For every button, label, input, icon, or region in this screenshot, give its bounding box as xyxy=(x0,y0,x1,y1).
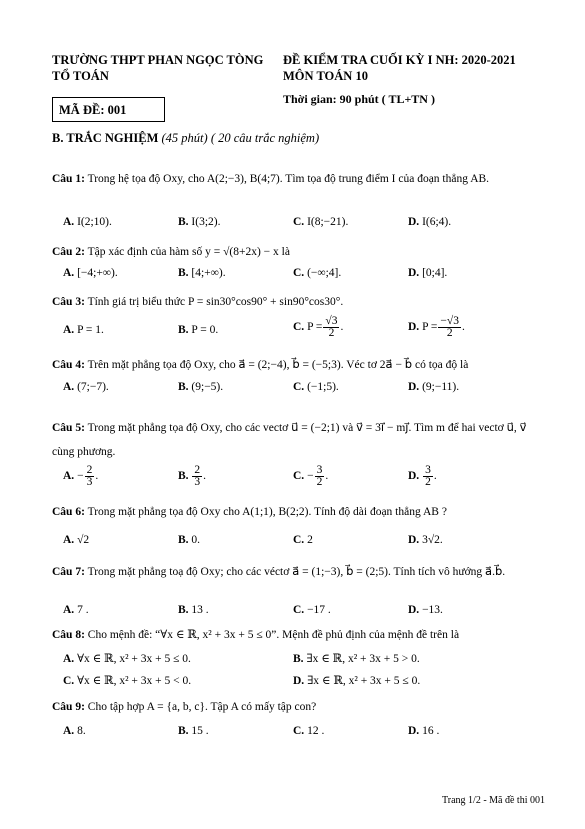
q3-option-a: A. P = 1. xyxy=(63,324,104,336)
q7-option-a: A. 7 . xyxy=(63,604,89,616)
question-text: Tập xác định của hàm số y = √(8+2x) − x là xyxy=(87,246,290,258)
question-label: Câu 1: xyxy=(52,173,85,185)
exam-title: ĐỀ KIỂM TRA CUỐI KỲ I NH: 2020-2021 xyxy=(283,53,516,67)
question-label: Câu 4: xyxy=(52,359,85,371)
exam-code: MÃ ĐỀ: 001 xyxy=(59,103,127,117)
q6-option-d: D. 3√2. xyxy=(408,534,443,546)
q9-option-d: D. 16 . xyxy=(408,725,440,737)
question-7 xyxy=(52,560,532,584)
q3-option-d: D. P = $\frac{-√3}{2}$ . xyxy=(408,315,465,339)
question-text: Trong mặt phẳng toạ độ Oxy; cho các véctơ a⃗ = (1;−3), b⃗ = (2;5). Tính tích vô hướng a⃗.b⃗. xyxy=(87,566,506,578)
q2-option-d: D. [0;4]. xyxy=(408,267,448,279)
question-1 xyxy=(52,172,532,187)
question-5 xyxy=(52,416,532,464)
question-text: Trong mặt phẳng tọa độ Oxy, cho các vectơ u⃗ = (−2;1) và v⃗ = 3i⃗ − mj⃗. Tìm m để hai vectơ u⃗, v⃗ cùng phương. xyxy=(52,422,527,458)
question-label: Câu 2: xyxy=(52,246,85,258)
subject: MÔN TOÁN 10 xyxy=(283,69,368,83)
q5-option-d: D. $\frac{3}{2}$ . xyxy=(408,464,437,488)
question-text: Trên mặt phẳng tọa độ Oxy, cho a⃗ = (2;−4), b⃗ = (−5;3). Véc tơ 2a⃗ − b⃗ có tọa độ là xyxy=(87,359,469,371)
question-8 xyxy=(52,628,532,643)
question-2 xyxy=(52,245,532,260)
question-9 xyxy=(52,700,532,715)
q4-option-b: B. (9;−5). xyxy=(178,381,224,393)
q1-option-b: B. I(3;2). xyxy=(178,216,221,228)
question-3 xyxy=(52,295,532,310)
q4-option-d: D. (9;−11). xyxy=(408,381,460,393)
q9-option-a: A. 8. xyxy=(63,725,86,737)
exam-code-box xyxy=(52,97,165,122)
q5-option-a: A. − $\frac{2}{3}$ . xyxy=(63,464,99,488)
question-label: Câu 9: xyxy=(52,701,85,713)
q2-option-c: C. (−∞;4]. xyxy=(293,267,342,279)
page-footer: Trang 1/2 - Mã đề thi 001 xyxy=(442,795,545,806)
section-title: B. TRẮC NGHIỆM xyxy=(52,131,159,145)
department: TỔ TOÁN xyxy=(52,69,109,83)
q6-option-c: C. 2 xyxy=(293,534,313,546)
question-text: Trong mặt phẳng tọa độ Oxy cho A(1;1), B(2;2). Tính độ dài đoạn thẳng AB ? xyxy=(87,506,447,518)
question-label: Câu 3: xyxy=(52,296,85,308)
q4-option-c: C. (−1;5). xyxy=(293,381,339,393)
q2-option-b: B. [4;+∞). xyxy=(178,267,226,279)
question-6 xyxy=(52,505,532,520)
q8-option-a: A. ∀x ∈ ℝ, x² + 3x + 5 ≤ 0. xyxy=(63,653,191,665)
school-name: TRƯỜNG THPT PHAN NGỌC TÒNG xyxy=(52,53,264,67)
q5-option-c: C. − $\frac{3}{2}$ . xyxy=(293,464,329,488)
q8-option-c: C. ∀x ∈ ℝ, x² + 3x + 5 < 0. xyxy=(63,675,192,687)
question-text: Trong hệ tọa độ Oxy, cho A(2;−3), B(4;7). Tìm tọa độ trung điểm I của đoạn thẳng AB. xyxy=(87,173,490,185)
section-note: (45 phút) ( 20 câu trắc nghiệm) xyxy=(161,131,320,145)
q1-option-c: C. I(8;−21). xyxy=(293,216,349,228)
q7-option-c: C. −17 . xyxy=(293,604,331,616)
q2-option-a: A. [−4;+∞). xyxy=(63,267,118,279)
exam-time: Thời gian: 90 phút ( TL+TN ) xyxy=(283,92,435,106)
section-heading xyxy=(52,131,319,146)
q8-option-d: D. ∃x ∈ ℝ, x² + 3x + 5 ≤ 0. xyxy=(293,675,421,687)
q5-option-b: B. $\frac{2}{3}$ . xyxy=(178,464,207,488)
question-label: Câu 5: xyxy=(52,422,85,434)
q8-option-b: B. ∃x ∈ ℝ, x² + 3x + 5 > 0. xyxy=(293,653,420,665)
q6-option-a: A. √2 xyxy=(63,534,90,546)
question-text: Tính giá trị biểu thức P = sin30°cos90° + sin90°cos30°. xyxy=(87,296,344,308)
question-text: Cho tập hợp A = {a, b, c}. Tập A có mấy tập con? xyxy=(87,701,317,713)
question-label: Câu 8: xyxy=(52,629,85,641)
q9-option-c: C. 12 . xyxy=(293,725,325,737)
q6-option-b: B. 0. xyxy=(178,534,201,546)
question-label: Câu 7: xyxy=(52,566,85,578)
question-label: Câu 6: xyxy=(52,506,85,518)
q7-option-d: D. −13. xyxy=(408,604,443,616)
q9-option-b: B. 15 . xyxy=(178,725,209,737)
question-text: Cho mệnh đề: “∀x ∈ ℝ, x² + 3x + 5 ≤ 0”. Mệnh đề phủ định của mệnh đề trên là xyxy=(87,629,460,641)
q3-option-b: B. P = 0. xyxy=(178,324,219,336)
q7-option-b: B. 13 . xyxy=(178,604,209,616)
q1-option-a: A. I(2;10). xyxy=(63,216,112,228)
question-4 xyxy=(52,358,532,373)
q4-option-a: A. (7;−7). xyxy=(63,381,109,393)
q3-option-c: C. P = $\frac{√3}{2}$ . xyxy=(293,315,344,339)
q1-option-d: D. I(6;4). xyxy=(408,216,452,228)
